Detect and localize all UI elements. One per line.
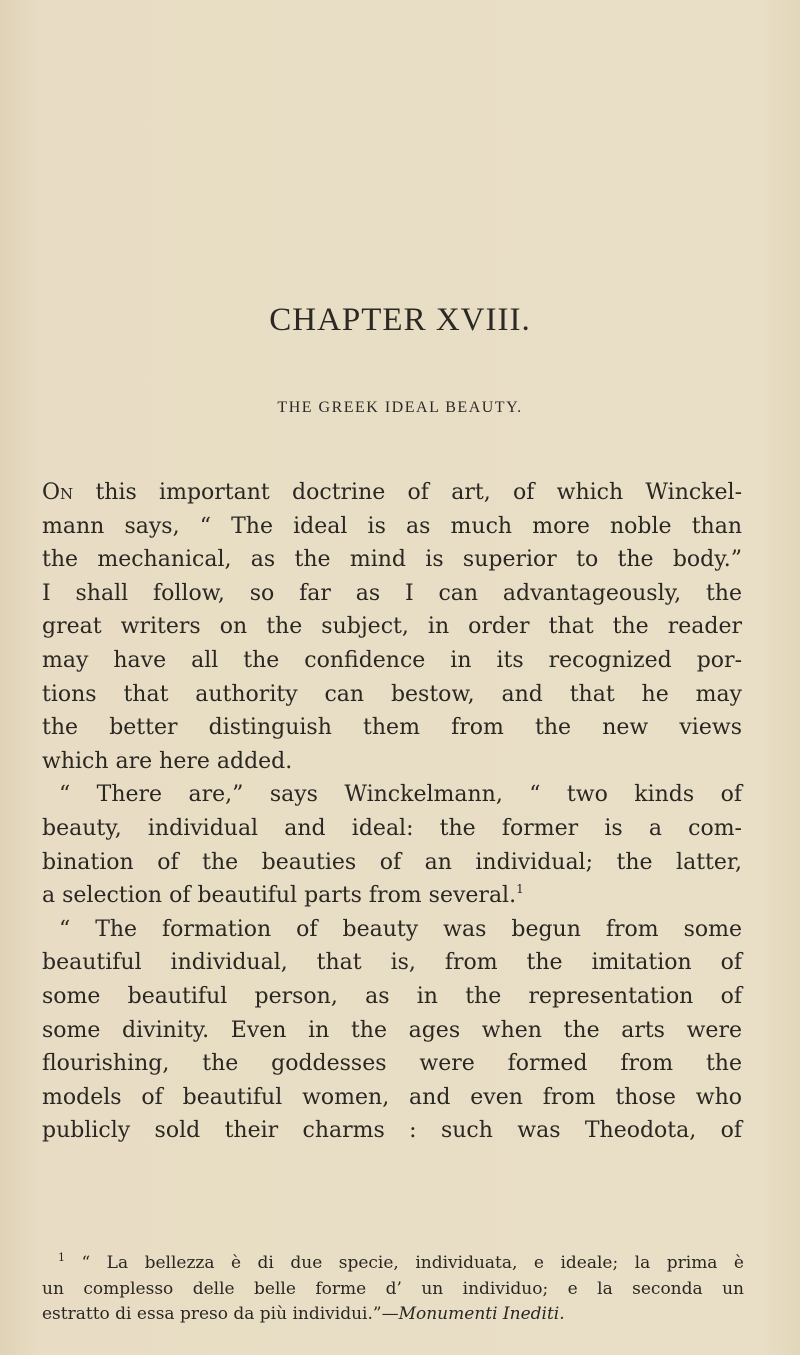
text-line: tions that authority can bestow, and that he may [42,681,742,707]
text-line: great writers on the subject, in order that the reader [42,614,742,640]
text-line: some divinity. Even in the ages when the arts were [42,1017,742,1043]
text-line-content: a selection of beautiful parts from several. [42,883,517,909]
text-line: publicly sold their charms : such was Theodota, of [42,1118,742,1144]
text-line: beauty, individual and ideal: the former is a com- [42,815,742,841]
footnote-reference: 1 [516,882,524,897]
footnote-source: Monumenti Inediti. [398,1304,565,1324]
footnote [42,1251,744,1328]
footnote-line: un complesso delle belle forme d’ un individuo; e la seconda un [42,1278,744,1299]
text-line: flourishing, the goddesses were formed from the [42,1051,742,1077]
footnote-line [42,1302,744,1328]
footnote-marker: 1 [58,1251,65,1264]
chapter-subtitle: THE GREEK IDEAL BEAUTY. [277,399,523,416]
body-text [42,476,742,1148]
text-line: may have all the confidence in its recognized por- [42,647,742,673]
opening-word: On [42,480,74,505]
text-line: the mechanical, as the mind is superior to the body.” [42,547,742,573]
text-line: “ The formation of beauty was begun from some [59,916,742,942]
text-line: beautiful individual, that is, from the imitation of [42,950,742,976]
text-line [42,476,742,510]
text-line: which are here added. [42,748,293,774]
text-line [42,879,742,913]
text-line: I shall follow, so far as I can advantageously, the [42,580,742,606]
text-line: bination of the beauties of an individual; the latter, [42,849,742,875]
footnote-text: “ La bellezza è di due specie, individuata, e ideale; la prima è [65,1253,744,1273]
text-line-content: this important doctrine of art, of which Winckel- [73,480,742,505]
text-line: “ There are,” says Winckelmann, “ two kinds of [59,782,742,808]
text-line: mann says, “ The ideal is as much more noble than [42,513,742,539]
footnote-text: estratto di essa preso da più individui.”— [42,1304,399,1324]
chapter-title: CHAPTER XVIII. [269,302,531,338]
text-line: some beautiful person, as in the representation of [42,983,742,1009]
text-line: the better distinguish them from the new views [42,715,742,741]
text-line: models of beautiful women, and even from those who [42,1084,742,1110]
footnote-line [42,1251,744,1277]
